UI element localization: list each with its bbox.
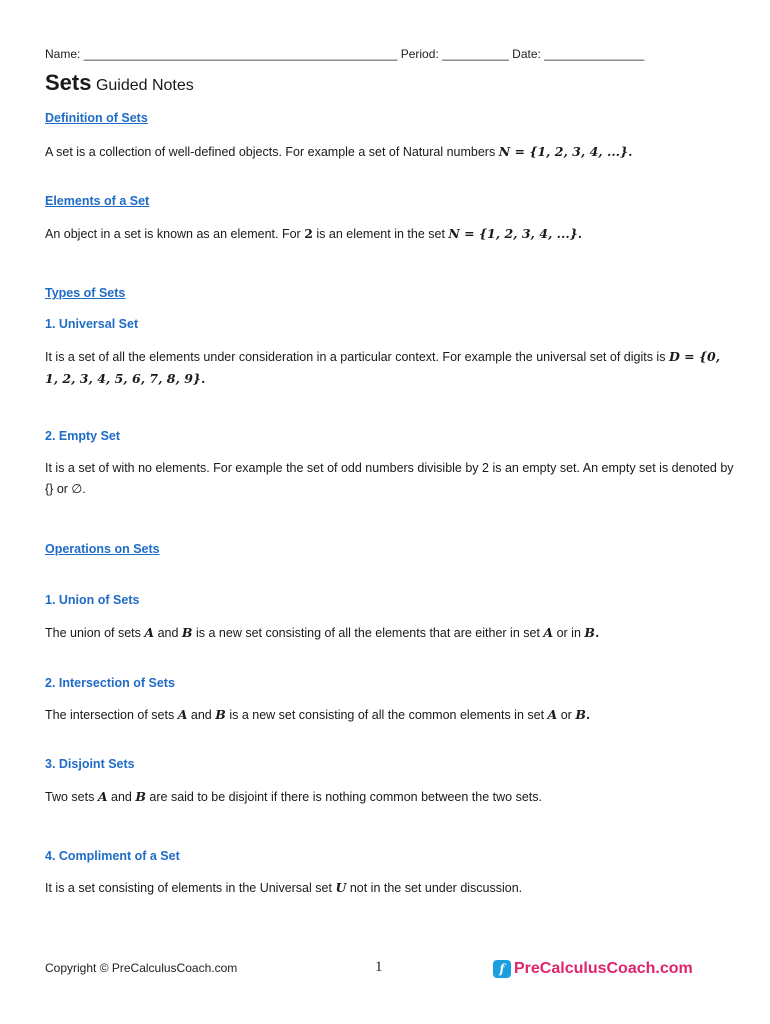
period-blank: __________ xyxy=(442,47,509,61)
date-blank: _______________ xyxy=(544,47,645,61)
intersection-heading: 2. Intersection of Sets xyxy=(45,676,175,690)
disjoint-heading: 3. Disjoint Sets xyxy=(45,757,135,771)
elements-text: An object in a set is known as an element. For 2 is an element in the set N = {1, 2, 3, 4, ...}. xyxy=(45,226,583,241)
student-info-header xyxy=(45,47,644,61)
disjoint-text: Two sets A and B are said to be disjoint if there is nothing common between the two sets. xyxy=(45,789,542,804)
union-text: The union of sets A and B is a new set consisting of all the elements that are either in set A or in B. xyxy=(45,625,600,640)
operations-heading: Operations on Sets xyxy=(45,542,160,556)
universal-set-heading: 1. Universal Set xyxy=(45,317,139,331)
universal-set-text: It is a set of all the elements under consideration in a particular context. For example the universal set of digits is D = {0, 1, 2, 3, 4, 5, 6, 7, 8, 9}. xyxy=(45,349,721,386)
brand-name: PreCalculusCoach.com xyxy=(514,960,693,977)
page-number: 1 xyxy=(375,959,383,975)
name-blank: _______________________________________________ xyxy=(83,47,398,61)
title-main: Sets xyxy=(45,70,92,95)
title-sub: Guided Notes xyxy=(95,77,194,94)
definition-text: A set is a collection of well-defined objects. For example a set of Natural numbers N = {1, 2, 3, 4, ...}. xyxy=(45,144,633,159)
empty-set-text: It is a set of with no elements. For example the set of odd numbers divisible by 2 is an empty set. An empty set is denoted by {} or ∅. xyxy=(45,461,734,496)
types-heading: Types of Sets xyxy=(45,286,126,300)
period-label: Period: xyxy=(400,47,439,61)
date-label: Date: xyxy=(512,47,541,61)
elements-heading: Elements of a Set xyxy=(45,194,150,208)
complement-heading: 4. Compliment of a Set xyxy=(45,849,180,863)
natural-numbers-math: N = {1, 2, 3, 4, ...} xyxy=(498,144,629,159)
function-logo-icon: f xyxy=(493,960,511,978)
brand-logo[interactable] xyxy=(493,960,693,978)
page-title xyxy=(45,70,194,96)
intersection-text: The intersection of sets A and B is a new set consisting of all the common elements in set A or B. xyxy=(45,707,591,722)
union-heading: 1. Union of Sets xyxy=(45,593,140,607)
complement-text: It is a set consisting of elements in the Universal set U not in the set under discussion. xyxy=(45,880,523,895)
copyright-text: Copyright © PreCalculusCoach.com xyxy=(45,961,238,975)
name-label: Name: xyxy=(45,47,81,61)
definition-heading: Definition of Sets xyxy=(45,111,148,125)
empty-set-heading: 2. Empty Set xyxy=(45,429,121,443)
